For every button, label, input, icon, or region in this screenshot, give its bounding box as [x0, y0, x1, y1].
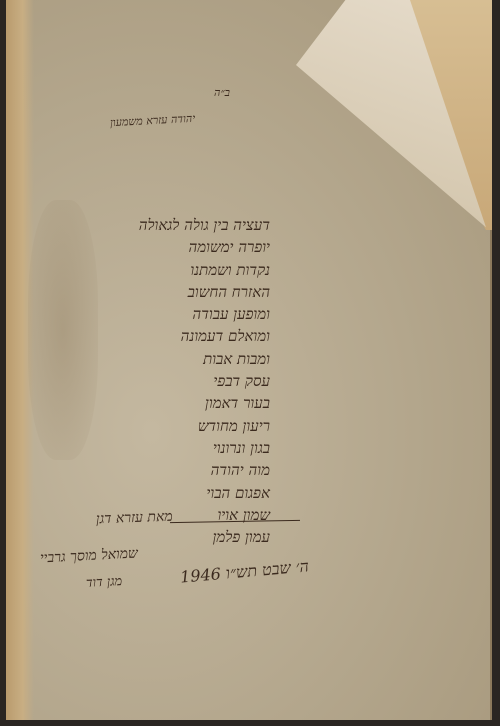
list-item: מוה יהודה — [210, 461, 270, 480]
list-item: עסק דבפי — [213, 372, 270, 391]
header-mark: ב״ה — [214, 86, 230, 99]
list-item: האזרח החשוב — [187, 282, 270, 301]
list-item: נקדות ושמתנו — [190, 260, 270, 279]
signature-line-2: מגן דוד — [85, 574, 123, 591]
list-item: ומופען עבודה — [192, 305, 270, 324]
water-stain — [28, 200, 98, 460]
poem-list — [139, 214, 270, 548]
list-item: בעור דאמון — [205, 394, 270, 413]
list-item: ומואלם דעמונה — [180, 327, 270, 346]
list-item: עמון פלמן — [212, 528, 270, 547]
list-item: אפגום הבוי — [206, 483, 270, 502]
list-item: ומבות אבות — [203, 349, 270, 368]
list-item: שמון אויו — [217, 505, 270, 524]
date-line: ה׳ שבט תש״ו 1946 — [179, 556, 310, 587]
list-item: ריעון מחודש — [197, 416, 270, 435]
list-item: דעציה בין גולה לגאולה — [138, 216, 270, 234]
header-line: יהודה עזרא משמעון — [109, 111, 196, 130]
list-item: יופרה ימשומה — [188, 238, 270, 257]
signature-line-1: שמואל מוסך גרביי — [39, 545, 139, 567]
list-item: בגון ונרונוי — [212, 438, 270, 457]
author-note: מאת עזרא דגן — [95, 508, 173, 528]
